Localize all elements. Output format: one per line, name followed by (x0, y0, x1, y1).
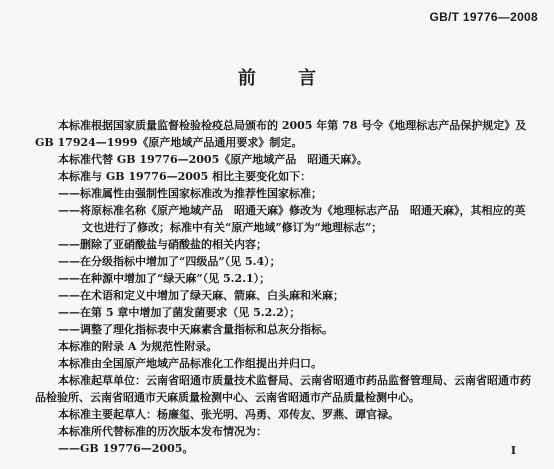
standard-number-header: GB/T 19776—2008 (429, 10, 538, 24)
document-body (35, 117, 531, 457)
list-item: ——调整了理化指标表中天麻素含量指标和总灰分指标。 (58, 323, 333, 336)
paragraph-line: 本标准的附录 A 为规范性附录。 (58, 340, 218, 353)
page-title: 前 言 (237, 68, 335, 89)
list-item: ——标准属性由强制性国家标准改为推荐性国家标准； (58, 187, 322, 200)
list-item-continuation: 文也进行了修改；标准中有关“原产地域”修订为“地理标志”； (82, 221, 383, 234)
paragraph-line: GB 17924—1999《原产地域产品通用要求》制定。 (35, 136, 303, 149)
list-item: ——GB 19776—2005。 (58, 442, 194, 455)
list-item: ——在第 5 章中增加了菌发菌要求（见 5.2.2）； (58, 306, 301, 319)
paragraph-line: 本标准所代替标准的历次版本发布情况为： (58, 425, 267, 438)
paragraph-line: 本标准根据国家质量监督检验检疫总局颁布的 2005 年第 78 号令《地理标志产品保护规定》及 (58, 119, 527, 132)
list-item: ——删除了亚硝酸盐与硝酸盐的相关内容； (58, 238, 267, 251)
paragraph-line: 本标准起草单位：云南省昭通市质量技术监督局、云南省昭通市药品监督管理局、云南省昭通市药 (58, 374, 531, 387)
list-item: ——在种源中增加了“绿天麻”（见 5.2.1）； (58, 272, 271, 285)
paragraph-line: 品检验所、云南省昭通市天麻质量检测中心、云南省昭通市产品质量检测中心。 (35, 391, 420, 404)
paragraph-line: 本标准与 GB 19776—2005 相比主要变化如下： (58, 170, 312, 183)
list-item: ——在分级指标中增加了“四级品”（见 5.4）； (58, 255, 281, 268)
list-item: ——将原标准名称《原产地域产品 昭通天麻》修改为《地理标志产品 昭通天麻》，其相应的英 (58, 204, 526, 217)
paragraph-line: 本标准由全国原产地域产品标准化工作组提出并归口。 (58, 357, 322, 370)
list-item: ——在术语和定义中增加了绿天麻、箭麻、白头麻和米麻； (58, 289, 344, 302)
page-number: I (510, 444, 516, 457)
paragraph-line: 本标准主要起草人：杨廉玺、张光明、冯勇、邓传友、罗燕、谭官禄。 (58, 408, 399, 421)
paragraph-line: 本标准代替 GB 19776—2005《原产地域产品 昭通天麻》。 (58, 153, 368, 166)
